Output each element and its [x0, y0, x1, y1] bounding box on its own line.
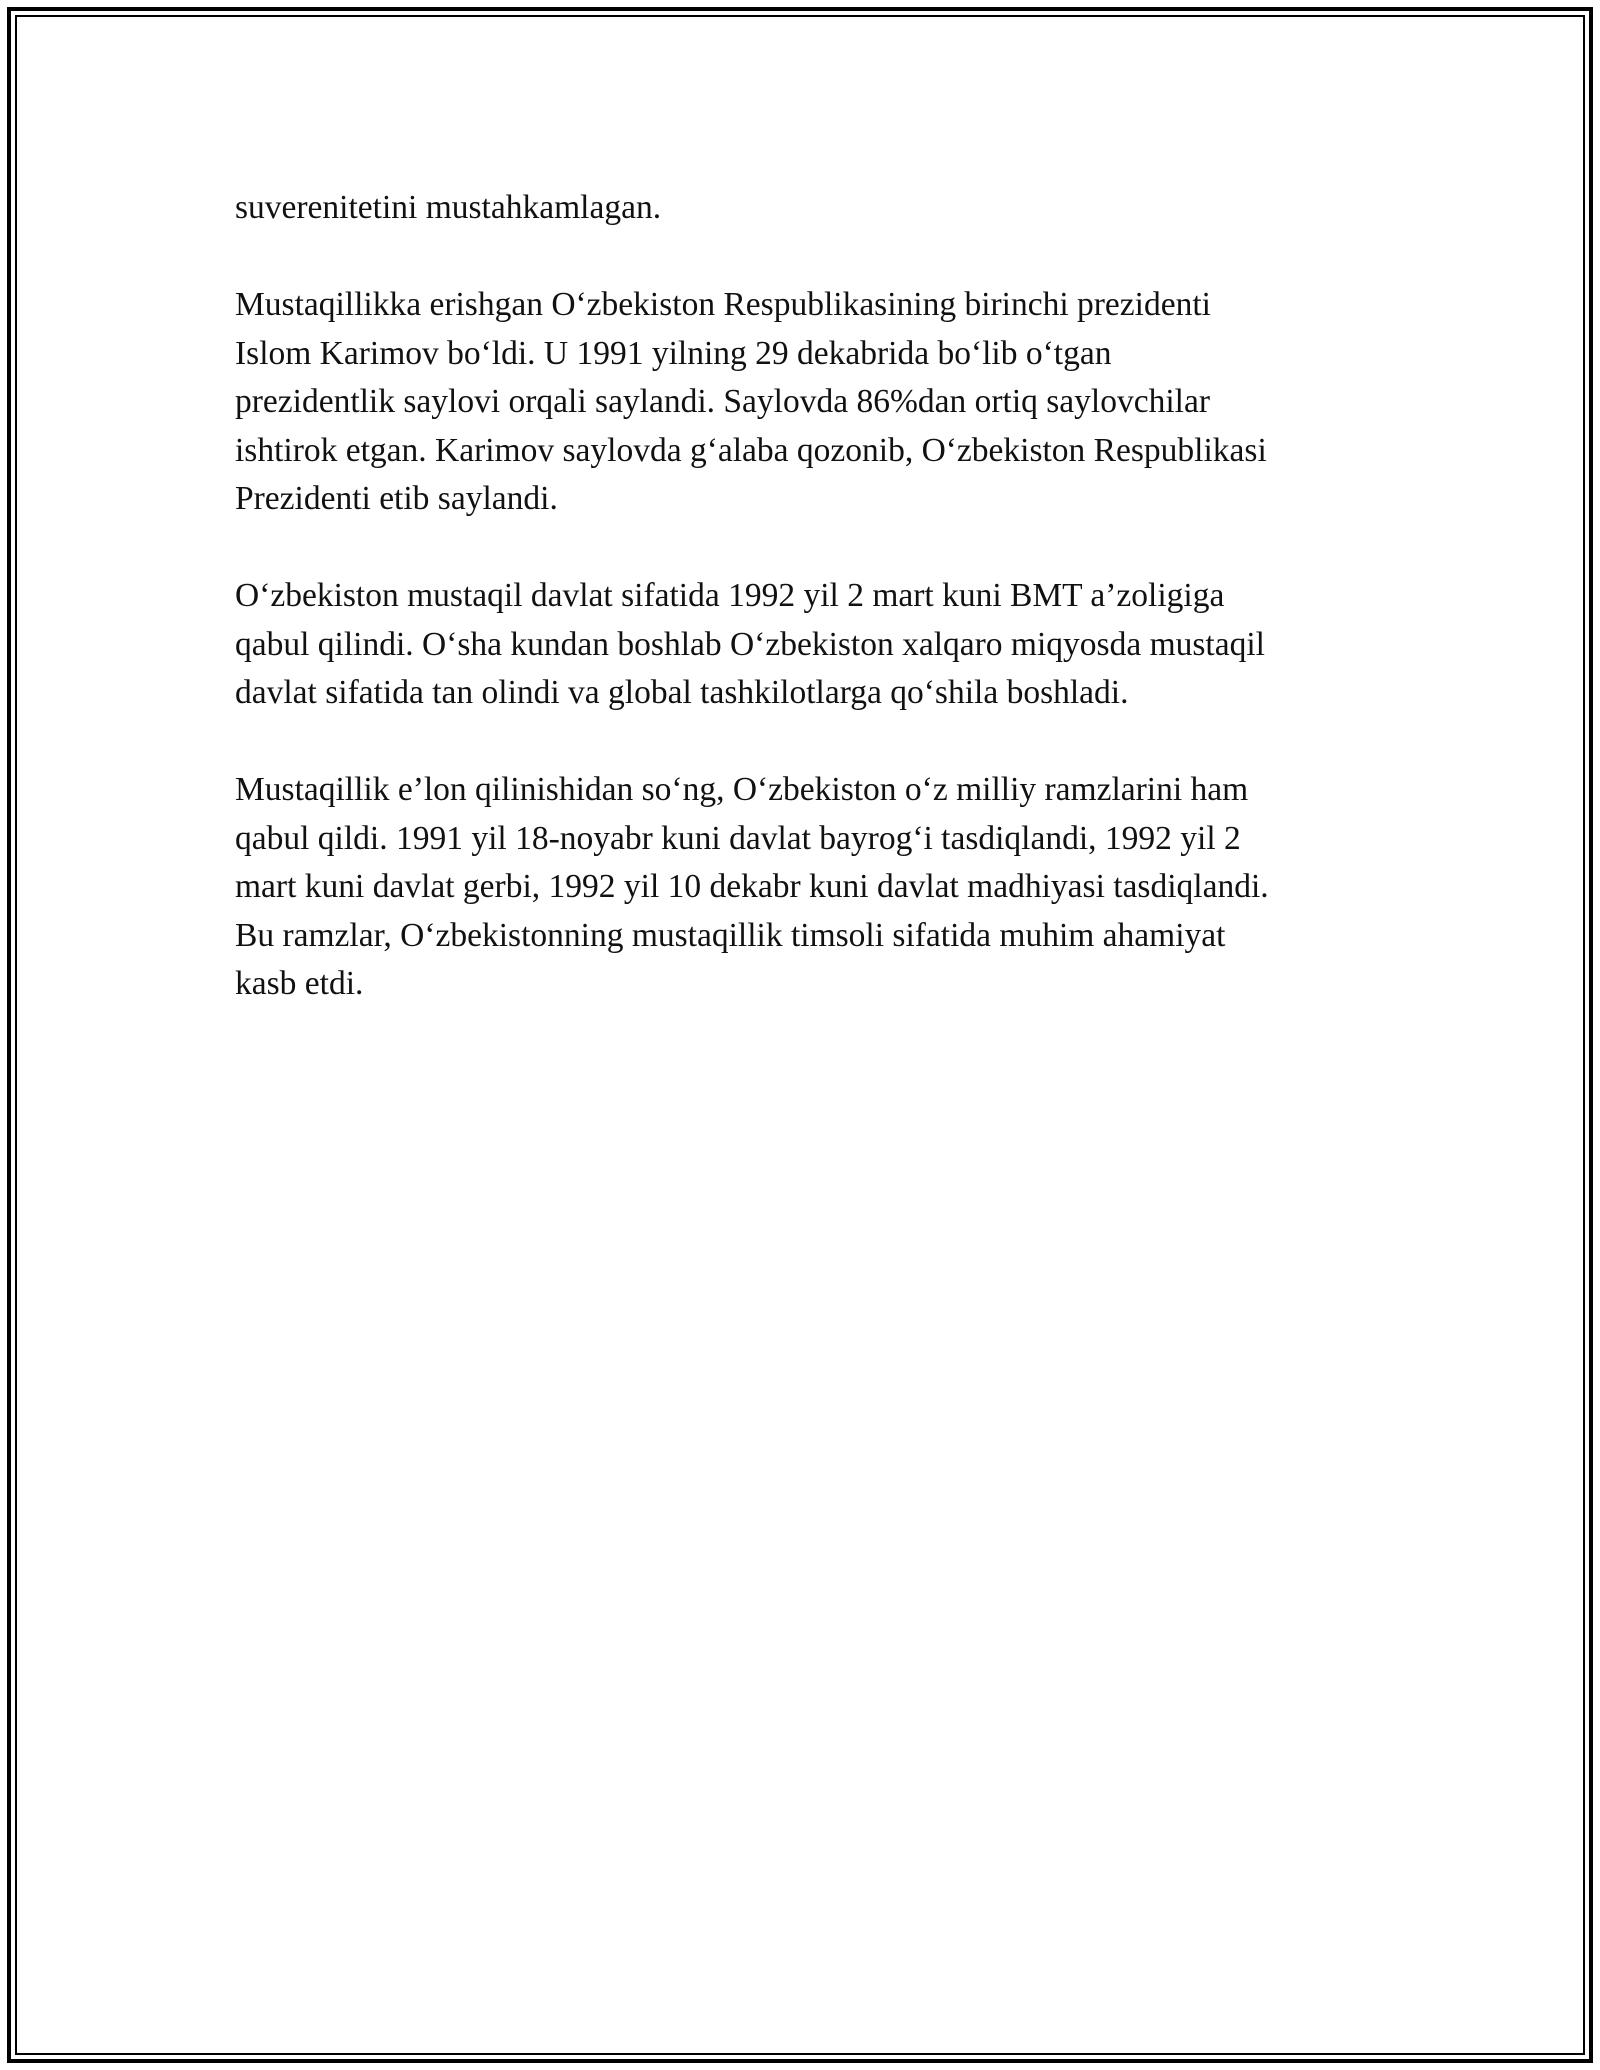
paragraph-first-president — [235, 281, 1385, 524]
text-line: Islom Karimov bo‘ldi. U 1991 yilning 29 dekabrida bo‘lib o‘tgan — [235, 334, 1112, 372]
document-body — [235, 184, 1385, 1057]
text-line: qabul qilindi. O‘sha kundan boshlab O‘zbekiston xalqaro miqyosda mustaqil — [235, 625, 1265, 663]
text-line: suverenitetini mustahkamlagan. — [235, 189, 662, 226]
paragraph-national-symbols — [235, 766, 1385, 1009]
text-line: Mustaqillik e’lon qilinishidan so‘ng, O‘zbekiston o‘z milliy ramzlarini ham — [235, 771, 1249, 808]
text-line: Bu ramzlar, O‘zbekistonning mustaqillik timsoli sifatida muhim ahamiyat — [235, 916, 1226, 954]
paragraph-un-membership — [235, 572, 1385, 718]
text-line: qabul qildi. 1991 yil 18-noyabr kuni davlat bayrog‘i tasdiqlandi, 1992 yil 2 — [235, 819, 1241, 857]
text-line: Mustaqillikka erishgan O‘zbekiston Respublikasining birinchi prezidenti — [235, 286, 1211, 323]
paragraph-continuation — [235, 184, 1385, 233]
text-line: O‘zbekiston mustaqil davlat sifatida 1992 yil 2 mart kuni BMT a’zoligiga — [235, 577, 1225, 614]
text-line: prezidentlik saylovi orqali saylandi. Saylovda 86%dan ortiq saylovchilar — [235, 383, 1210, 420]
text-line: ishtirok etgan. Karimov saylovda g‘alaba qozonib, O‘zbekiston Respublikasi — [235, 431, 1267, 469]
text-line: davlat sifatida tan olindi va global tashkilotlarga qo‘shila boshladi. — [235, 674, 1129, 711]
text-line: mart kuni davlat gerbi, 1992 yil 10 dekabr kuni davlat madhiyasi tasdiqlandi. — [235, 868, 1269, 905]
text-line: kasb etdi. — [235, 965, 364, 1002]
text-line: Prezidenti etib saylandi. — [235, 480, 558, 517]
